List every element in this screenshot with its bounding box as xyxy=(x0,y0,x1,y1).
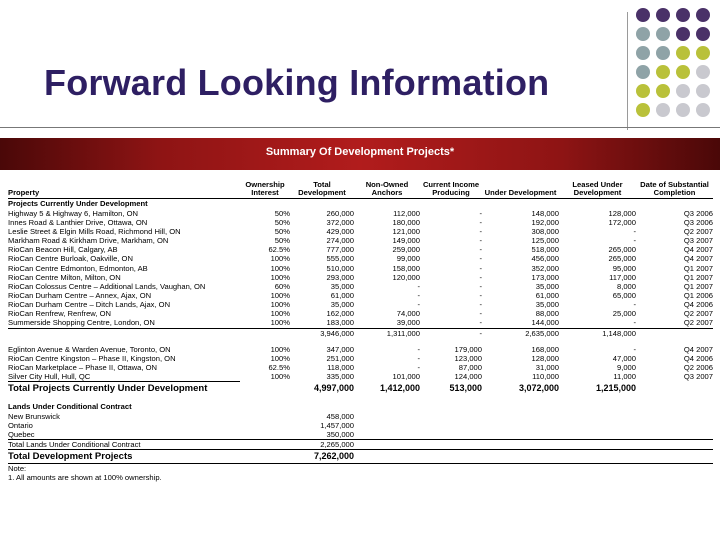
decor-dot xyxy=(636,103,650,117)
col-date: Date of Substantial Completion xyxy=(640,181,709,197)
table-row xyxy=(8,236,713,245)
cell-nonowned: - xyxy=(417,363,420,373)
cell-nonowned: 74,000 xyxy=(396,309,420,319)
cell-blank xyxy=(636,328,713,338)
cell-nonowned: 99,000 xyxy=(396,254,420,264)
cell-current: - xyxy=(479,217,482,227)
cell-leased: - xyxy=(633,226,636,236)
cell-leased: 11,000 xyxy=(613,372,636,382)
cell-total: 777,000 xyxy=(326,245,354,255)
decor-dot xyxy=(696,103,710,117)
cell-under: 35,000 xyxy=(535,300,559,310)
section-header xyxy=(8,402,713,411)
note-row xyxy=(8,464,713,474)
cell-current: - xyxy=(479,226,482,236)
cell-property: Markham Road & Kirkham Drive, Markham, ON xyxy=(8,236,169,246)
cell-date: Q2 2007 xyxy=(683,318,713,328)
cell-under: 168,000 xyxy=(531,344,559,354)
spacer xyxy=(8,338,713,345)
cell-date: Q2 2006 xyxy=(683,363,713,373)
cell-date: Q4 2007 xyxy=(683,254,713,264)
col-total: Total Development xyxy=(298,181,346,197)
cell-property: Highway 5 & Highway 6, Hamilton, ON xyxy=(8,208,138,218)
decor-dot xyxy=(656,65,670,79)
cell-date: Q2 2007 xyxy=(683,309,713,319)
total-under-current: 513,000 xyxy=(449,383,482,394)
cell-under: 192,000 xyxy=(531,217,559,227)
subtotal-current: - xyxy=(420,328,482,338)
cell-leased: 9,000 xyxy=(616,363,636,373)
cell-blank xyxy=(240,421,290,430)
cell-blank xyxy=(240,412,290,421)
cell-blank xyxy=(240,450,290,464)
subtotal-nonowned: 1,311,000 xyxy=(354,328,420,338)
note-row xyxy=(8,473,713,482)
cell-nonowned: - xyxy=(417,353,420,363)
cell-total: 61,000 xyxy=(330,290,354,300)
cell-leased: - xyxy=(633,344,636,354)
cell-total: 251,000 xyxy=(326,353,354,363)
cell-under: 308,000 xyxy=(531,226,559,236)
cell-under: 518,000 xyxy=(531,245,559,255)
cell-ownership: 62.5% xyxy=(268,363,290,373)
table-row xyxy=(8,354,713,363)
cell-total: 372,000 xyxy=(326,217,354,227)
total-under-total: 4,997,000 xyxy=(313,383,354,394)
table-row xyxy=(8,209,713,218)
spacer-row xyxy=(8,338,713,345)
total-under-label: Total Projects Currently Under Development xyxy=(8,382,240,396)
decor-dot xyxy=(656,27,670,41)
table-row xyxy=(8,300,713,309)
cell-under: 148,000 xyxy=(531,208,559,218)
col-nonowned: Non-Owned Anchors xyxy=(365,181,409,197)
subtotal-total: 3,946,000 xyxy=(290,328,354,338)
decor-dot xyxy=(676,84,690,98)
subtotal-row xyxy=(8,328,713,338)
cell-property: Ontario xyxy=(8,420,33,430)
cell-under: 31,000 xyxy=(535,363,559,373)
decor-dot xyxy=(696,27,710,41)
decor-dot xyxy=(636,8,650,22)
cell-current: 179,000 xyxy=(454,344,482,354)
cell-nonowned: - xyxy=(417,300,420,310)
cell-property: RioCan Centre Burloak, Oakville, ON xyxy=(8,254,133,264)
cell-date: Q1 2007 xyxy=(683,281,713,291)
cell-blank xyxy=(636,382,713,396)
decor-dot xyxy=(636,27,650,41)
cell-current: - xyxy=(479,236,482,246)
cell-current: - xyxy=(479,309,482,319)
col-property: Property xyxy=(8,187,40,197)
col-ownership: Ownership Interest xyxy=(245,181,285,197)
decor-dot xyxy=(676,8,690,22)
cell-current: - xyxy=(479,300,482,310)
table-row xyxy=(8,227,713,236)
table-row xyxy=(8,273,713,282)
cell-total: 350,000 xyxy=(326,429,354,439)
cell-nonowned: 149,000 xyxy=(392,236,420,246)
table-row xyxy=(8,309,713,318)
cell-property: Silver City Hull, Hull, QC xyxy=(8,372,91,382)
cell-property: RioCan Marketplace – Phase II, Ottawa, ON xyxy=(8,363,157,373)
cell-property: RioCan Durham Centre – Ditch Lands, Ajax, ON xyxy=(8,300,171,310)
cell-ownership: 100% xyxy=(270,254,290,264)
cell-current: - xyxy=(479,263,482,273)
total-lands-value: 2,265,000 xyxy=(290,440,354,450)
total-development-row xyxy=(8,450,713,464)
decor-dot xyxy=(676,65,690,79)
cell-leased: - xyxy=(633,318,636,328)
section-under-development: Projects Currently Under Development xyxy=(8,199,713,209)
cell-ownership: 60% xyxy=(274,281,290,291)
cell-leased: 95,000 xyxy=(612,263,636,273)
decor-dot xyxy=(696,8,710,22)
cell-under: 352,000 xyxy=(531,263,559,273)
cell-property: RioCan Centre Kingston – Phase II, Kingston, ON xyxy=(8,353,176,363)
cell-nonowned: 180,000 xyxy=(392,217,420,227)
cell-total: 260,000 xyxy=(326,208,354,218)
cell-date: Q4 2006 xyxy=(683,353,713,363)
table-row xyxy=(8,218,713,227)
page-title: Forward Looking Information xyxy=(44,62,550,103)
cell-blank xyxy=(354,421,713,430)
cell-date: Q2 2007 xyxy=(683,226,713,236)
cell-leased: 47,000 xyxy=(612,353,636,363)
decor-dot xyxy=(696,84,710,98)
cell-ownership: 100% xyxy=(270,290,290,300)
cell-nonowned: 158,000 xyxy=(392,263,420,273)
cell-nonowned: 101,000 xyxy=(392,372,420,382)
cell-property: RioCan Beacon Hill, Calgary, AB xyxy=(8,245,118,255)
decorative-dot-grid xyxy=(628,8,720,128)
table-row xyxy=(8,264,713,273)
cell-current: - xyxy=(479,254,482,264)
cell-blank xyxy=(354,430,713,440)
spacer xyxy=(8,395,713,402)
decor-dot xyxy=(656,46,670,60)
total-development-value: 7,262,000 xyxy=(290,450,354,464)
cell-nonowned: 259,000 xyxy=(392,245,420,255)
cell-nonowned: - xyxy=(417,281,420,291)
title-divider xyxy=(0,127,720,128)
table-row xyxy=(8,254,713,263)
cell-total: 510,000 xyxy=(326,263,354,273)
col-under: Under Development xyxy=(484,187,557,197)
cell-total: 35,000 xyxy=(330,281,354,291)
cell-blank xyxy=(354,412,713,421)
total-under-nonowned: 1,412,000 xyxy=(379,383,420,394)
cell-property: New Brunswick xyxy=(8,411,60,421)
cell-blank xyxy=(240,328,290,338)
subtotal-under: 2,635,000 xyxy=(482,328,559,338)
cell-ownership: 100% xyxy=(270,344,290,354)
subtotal-leased: 1,148,000 xyxy=(559,328,636,338)
cell-current: - xyxy=(479,245,482,255)
cell-ownership: 50% xyxy=(274,208,290,218)
cell-current: - xyxy=(479,318,482,328)
section-header xyxy=(8,199,713,209)
cell-total: 35,000 xyxy=(330,300,354,310)
table-row xyxy=(8,291,713,300)
cell-date: Q4 2007 xyxy=(683,344,713,354)
cell-leased: 128,000 xyxy=(608,208,636,218)
decor-dot xyxy=(696,46,710,60)
cell-blank xyxy=(240,430,290,440)
cell-nonowned: - xyxy=(417,290,420,300)
total-under-leased: 1,215,000 xyxy=(595,383,636,394)
table-row xyxy=(8,372,713,382)
cell-total: 162,000 xyxy=(326,309,354,319)
total-lands-label: Total Lands Under Conditional Contract xyxy=(8,440,240,450)
cell-date: Q3 2007 xyxy=(683,372,713,382)
total-under-under: 3,072,000 xyxy=(518,383,559,394)
cell-date: Q3 2007 xyxy=(683,236,713,246)
table-row xyxy=(8,412,713,421)
cell-date: Q1 2007 xyxy=(683,263,713,273)
cell-leased: 25,000 xyxy=(612,309,636,319)
cell-current: - xyxy=(479,290,482,300)
cell-current: - xyxy=(479,208,482,218)
cell-under: 173,000 xyxy=(531,272,559,282)
cell-property: RioCan Renfrew, Renfrew, ON xyxy=(8,309,111,319)
cell-current: 124,000 xyxy=(454,372,482,382)
table-row xyxy=(8,318,713,328)
cell-leased: 265,000 xyxy=(608,245,636,255)
cell-date: Q4 2006 xyxy=(683,300,713,310)
cell-nonowned: - xyxy=(417,344,420,354)
section-lands: Lands Under Conditional Contract xyxy=(8,402,132,412)
table-row xyxy=(8,363,713,372)
cell-current: - xyxy=(479,281,482,291)
total-under-development-row xyxy=(8,382,713,396)
cell-nonowned: 112,000 xyxy=(393,208,420,218)
cell-current: 87,000 xyxy=(458,363,482,373)
cell-under: 456,000 xyxy=(531,254,559,264)
note-label: Note: xyxy=(8,464,27,474)
table-row xyxy=(8,421,713,430)
cell-leased: - xyxy=(633,300,636,310)
decor-dot xyxy=(676,27,690,41)
cell-total: 429,000 xyxy=(326,226,354,236)
cell-leased: 117,000 xyxy=(609,272,636,282)
cell-current: - xyxy=(479,272,482,282)
decor-dot xyxy=(676,103,690,117)
cell-total: 183,000 xyxy=(326,318,354,328)
col-leased: Leased Under Development xyxy=(572,181,623,197)
cell-property: Summerside Shopping Centre, London, ON xyxy=(8,318,155,328)
cell-total: 335,000 xyxy=(326,372,354,382)
cell-property: RioCan Colossus Centre – Additional Lands, Vaughan, ON xyxy=(8,281,206,291)
table-title-banner xyxy=(0,138,720,170)
cell-property: Quebec xyxy=(8,429,35,439)
cell-ownership: 100% xyxy=(270,372,290,382)
cell-leased: 265,000 xyxy=(608,254,636,264)
cell-ownership: 50% xyxy=(274,217,290,227)
cell-ownership: 50% xyxy=(274,226,290,236)
decor-dot xyxy=(636,65,650,79)
cell-ownership: 100% xyxy=(270,318,290,328)
cell-ownership: 100% xyxy=(270,309,290,319)
cell-total: 555,000 xyxy=(326,254,354,264)
cell-blank xyxy=(240,440,290,450)
cell-date: Q1 2006 xyxy=(683,290,713,300)
cell-blank xyxy=(8,328,240,338)
cell-ownership: 50% xyxy=(274,236,290,246)
col-current: Current Income Producing xyxy=(422,181,480,197)
cell-total: 293,000 xyxy=(326,272,354,282)
cell-under: 61,000 xyxy=(535,290,559,300)
cell-blank xyxy=(354,440,713,450)
total-lands-row xyxy=(8,440,713,450)
cell-date: Q4 2007 xyxy=(683,245,713,255)
cell-under: 88,000 xyxy=(535,309,559,319)
table-row xyxy=(8,345,713,354)
cell-leased: 172,000 xyxy=(608,217,636,227)
decor-dot xyxy=(656,84,670,98)
cell-ownership: 100% xyxy=(270,272,290,282)
cell-under: 110,000 xyxy=(532,372,559,382)
cell-under: 128,000 xyxy=(531,353,559,363)
decor-dot xyxy=(636,46,650,60)
cell-nonowned: 121,000 xyxy=(392,226,420,236)
development-summary-table xyxy=(8,181,713,482)
cell-property: RioCan Durham Centre – Annex, Ajax, ON xyxy=(8,290,152,300)
cell-blank xyxy=(240,382,290,396)
cell-leased: - xyxy=(633,236,636,246)
table-row xyxy=(8,430,713,440)
cell-nonowned: 120,000 xyxy=(392,272,420,282)
total-development-label: Total Development Projects xyxy=(8,450,240,464)
cell-under: 125,000 xyxy=(531,236,559,246)
cell-total: 1,457,000 xyxy=(320,420,354,430)
cell-leased: 65,000 xyxy=(612,290,636,300)
cell-total: 347,000 xyxy=(326,344,354,354)
cell-total: 458,000 xyxy=(326,411,354,421)
decor-dot xyxy=(656,8,670,22)
cell-date: Q3 2006 xyxy=(683,208,713,218)
cell-nonowned: 39,000 xyxy=(396,318,420,328)
spacer-row xyxy=(8,395,713,402)
decor-dot xyxy=(656,103,670,117)
cell-total: 118,000 xyxy=(327,363,354,373)
cell-property: Innes Road & Lanthier Drive, Ottawa, ON xyxy=(8,217,148,227)
cell-ownership: 100% xyxy=(270,353,290,363)
cell-under: 35,000 xyxy=(535,281,559,291)
cell-ownership: 100% xyxy=(270,300,290,310)
cell-under: 144,000 xyxy=(531,318,559,328)
cell-property: Leslie Street & Elgin Mills Road, Richmond Hill, ON xyxy=(8,226,181,236)
header-row xyxy=(8,181,713,199)
cell-ownership: 62.5% xyxy=(268,245,290,255)
table-row xyxy=(8,245,713,254)
note-text: 1. All amounts are shown at 100% ownership. xyxy=(8,473,162,483)
cell-property: Eglinton Avenue & Warden Avenue, Toronto, ON xyxy=(8,344,171,354)
table-row xyxy=(8,282,713,291)
decor-dot xyxy=(696,65,710,79)
cell-leased: 8,000 xyxy=(616,281,636,291)
decor-dot xyxy=(676,46,690,60)
cell-date: Q3 2006 xyxy=(683,217,713,227)
cell-total: 274,000 xyxy=(326,236,354,246)
cell-current: 123,000 xyxy=(454,353,482,363)
cell-property: RioCan Centre Edmonton, Edmonton, AB xyxy=(8,263,148,273)
cell-ownership: 100% xyxy=(270,263,290,273)
cell-property: RioCan Centre Milton, Milton, ON xyxy=(8,272,121,282)
table-title: Summary Of Development Projects* xyxy=(265,146,455,158)
cell-date: Q1 2007 xyxy=(683,272,713,282)
decor-dot xyxy=(636,84,650,98)
cell-blank xyxy=(354,450,713,464)
